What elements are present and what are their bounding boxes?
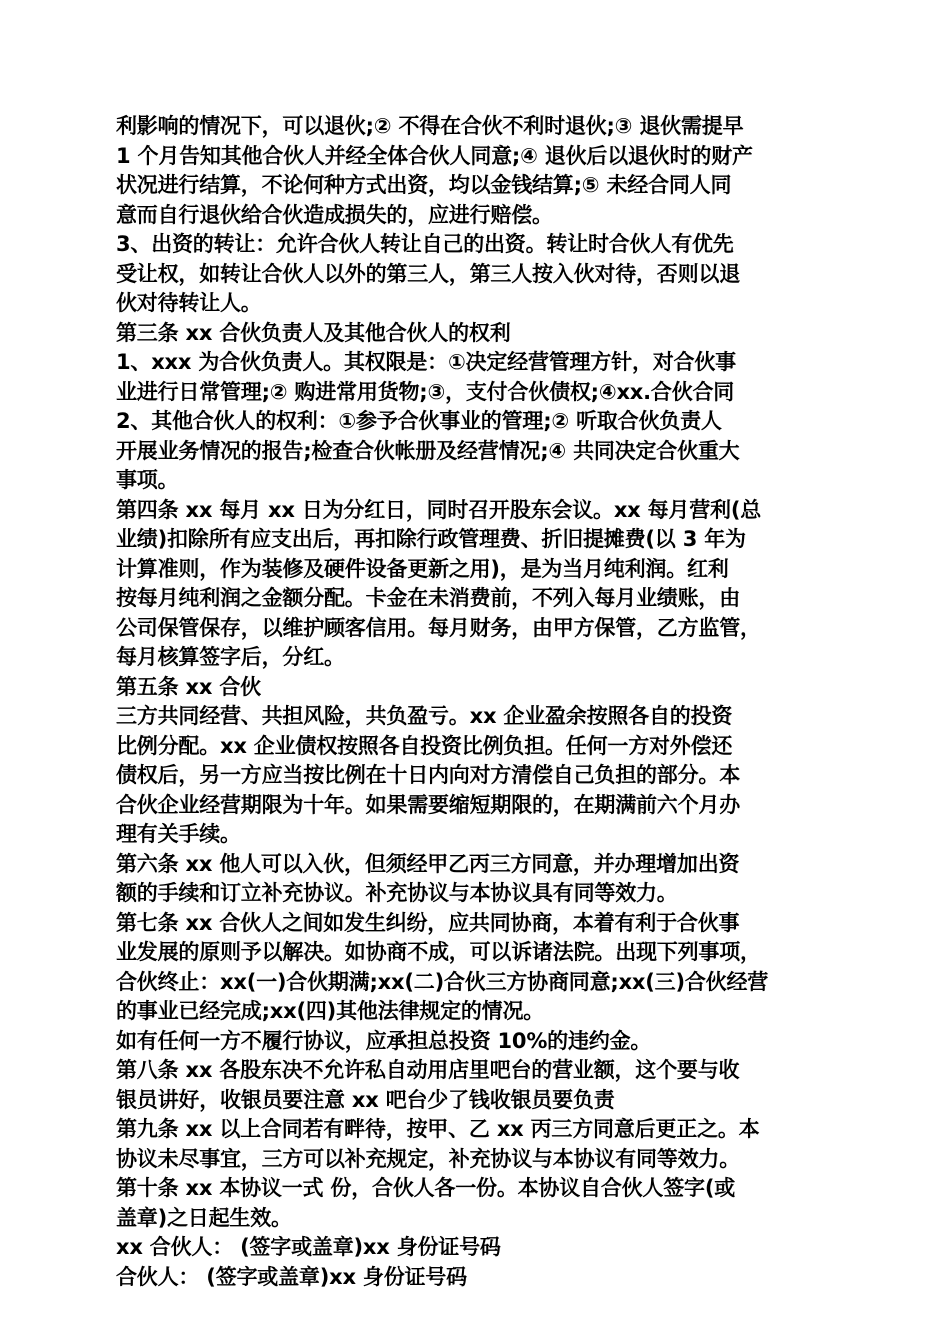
text-line: 债权后，另一方应当按比例在十日内向对方清偿自己负担的部分。本	[116, 763, 740, 787]
text-line: 计算准则，作为装修及硬件设备更新之用)，是为当月纯利润。红利	[116, 556, 729, 581]
text-line: 状况进行结算，不论何种方式出资，均以金钱结算;⑤ 未经合同人同	[116, 173, 732, 197]
section-heading: 第四条 xx 每月 xx 日为分红日，同时召开股东会议。xx 每月营利(总	[116, 497, 762, 522]
text-line: 盖章)之日起生效。	[116, 1205, 292, 1230]
text-line: 1 个月告知其他合伙人并经全体合伙人同意;④ 退伙后以退伙时的财产	[116, 143, 753, 168]
text-line: 事项。	[116, 468, 179, 492]
text-line: 受让权，如转让合伙人以外的第三人，第三人按入伙对待，否则以退	[116, 261, 740, 286]
text-line: 理有关手续。	[116, 822, 241, 846]
signature-line: xx 合伙人： (签字或盖章)xx 身份证号码	[116, 1235, 501, 1259]
text-line: 2、其他合伙人的权利：①参予合伙事业的管理;② 听取合伙负责人	[116, 409, 722, 433]
text-line: 额的手续和订立补充协议。补充协议与本协议具有同等效力。	[116, 881, 678, 905]
signature-line: 合伙人： (签字或盖章)xx 身份证号码	[116, 1264, 467, 1289]
text-line: 比例分配。xx 企业债权按照各自投资比例负担。任何一方对外偿还	[116, 733, 733, 758]
text-line: 意而自行退伙给合伙造成损失的，应进行赔偿。	[116, 202, 553, 227]
section-heading: 第九条 xx 以上合同若有畔待，按甲、乙 xx 丙三方同意后更正之。本	[116, 1117, 760, 1141]
text-line: 银员讲好，收银员要注意 xx 吧台少了钱收银员要负责	[116, 1087, 615, 1112]
text-line: 业绩)扣除所有应支出后，再扣除行政管理费、折旧提摊费(以 3 年为	[116, 527, 746, 551]
text-line: 3、出资的转让：允许合伙人转让自己的出资。转让时合伙人有优先	[116, 232, 734, 256]
text-line: 合伙企业经营期限为十年。如果需要缩短期限的，在期满前六个月办	[116, 792, 740, 817]
text-line: 公司保管保存，以维护顾客信用。每月财务，由甲方保管，乙方监管，	[116, 615, 761, 640]
text-line: 如有任何一方不履行协议，应承担总投资 10%的违约金。	[116, 1028, 652, 1053]
text-line: 按每月纯利润之金额分配。卡金在未消费前，不列入每月业绩账，由	[116, 586, 740, 610]
text-line: 伙对待转让人。	[116, 291, 262, 315]
text-line: 的事业已经完成;xx(四)其他法律规定的情况。	[116, 999, 545, 1023]
section-heading: 第八条 xx 各股东决不允许私自动用店里吧台的营业额，这个要与收	[116, 1058, 740, 1082]
text-line: 业发展的原则予以解决。如协商不成，可以诉诸法院。出现下列事项，	[116, 940, 761, 964]
text-line: 协议未尽事宜，三方可以补充规定，补充协议与本协议有同等效力。	[116, 1146, 740, 1171]
text-line: 三方共同经营、共担风险，共负盈亏。xx 企业盈余按照各自的投资	[116, 704, 733, 728]
text-line: 合伙终止：xx(一)合伙期满;xx(二)合伙三方协商同意;xx(三)合伙经营	[116, 969, 769, 994]
text-line: 业进行日常管理;② 购进常用货物;③，支付合伙债权;④xx.合伙合同	[116, 379, 735, 404]
document-body	[116, 112, 846, 1292]
section-heading: 第五条 xx 合伙	[116, 674, 261, 699]
text-line: 1、xxx 为合伙负责人。其权限是：①决定经营管理方针，对合伙事	[116, 350, 736, 374]
section-heading: 第三条 xx 合伙负责人及其他合伙人的权利	[116, 320, 511, 345]
section-heading: 第十条 xx 本协议一式 份，合伙人各一份。本协议自合伙人签字(或	[116, 1176, 736, 1200]
text-line: 利影响的情况下，可以退伙;② 不得在合伙不利时退伙;③ 退伙需提早	[116, 114, 744, 138]
section-heading: 第六条 xx 他人可以入伙，但须经甲乙丙三方同意，并办理增加出资	[116, 851, 740, 876]
section-heading: 第七条 xx 合伙人之间如发生纠纷，应共同协商，本着有利于合伙事	[116, 910, 740, 935]
text-line: 每月核算签字后，分红。	[116, 645, 345, 669]
text-line: 开展业务情况的报告;检查合伙帐册及经营情况;④ 共同决定合伙重大	[116, 438, 740, 463]
